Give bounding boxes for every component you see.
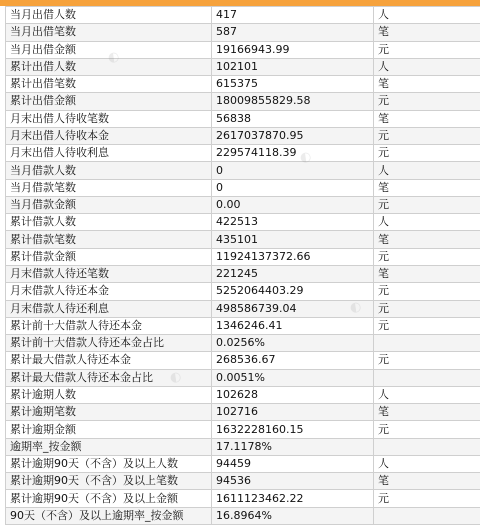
row-label-cell: 累计逾期90天（不含）及以上人数 [6, 455, 212, 472]
table-row [6, 248, 480, 265]
table-row [6, 76, 480, 93]
row-label-cell: 累计逾期人数 [6, 386, 212, 403]
row-unit-cell: 元 [374, 248, 480, 265]
row-label-cell: 当月借款人数 [6, 162, 212, 179]
row-label-cell: 累计逾期90天（不含）及以上金额 [6, 490, 212, 507]
table-row [6, 93, 480, 110]
row-unit-cell: 元 [374, 283, 480, 300]
row-unit-cell: 笔 [374, 24, 480, 41]
row-unit-cell: 人 [374, 386, 480, 403]
row-unit-cell: 人 [374, 58, 480, 75]
row-label-cell: 月末借款人待还笔数 [6, 265, 212, 282]
table-row [6, 455, 480, 472]
table-row [6, 490, 480, 507]
row-label-cell: 月末出借人待收笔数 [6, 110, 212, 127]
row-label-cell: 累计借款金额 [6, 248, 212, 265]
row-value-cell: 2617037870.95 [212, 127, 374, 144]
row-value-cell: 615375 [212, 76, 374, 93]
row-label-cell: 月末借款人待还本金 [6, 283, 212, 300]
table-row [6, 300, 480, 317]
row-value-cell: 422513 [212, 214, 374, 231]
row-value-cell: 417 [212, 7, 374, 24]
row-unit-cell: 笔 [374, 110, 480, 127]
row-label-cell: 当月出借人数 [6, 7, 212, 24]
row-label-cell: 当月借款笔数 [6, 179, 212, 196]
table-row [6, 283, 480, 300]
row-unit-cell: 元 [374, 317, 480, 334]
row-value-cell: 102101 [212, 58, 374, 75]
row-label-cell: 逾期率_按金额 [6, 438, 212, 455]
table-row [6, 110, 480, 127]
table-row [6, 179, 480, 196]
row-unit-cell [374, 369, 480, 386]
row-value-cell: 16.8964% [212, 507, 374, 524]
table-row [6, 7, 480, 24]
table-row [6, 58, 480, 75]
row-value-cell: 11924137372.66 [212, 248, 374, 265]
table-row [6, 214, 480, 231]
row-unit-cell: 元 [374, 196, 480, 213]
row-value-cell: 1611123462.22 [212, 490, 374, 507]
table-row [6, 24, 480, 41]
row-unit-cell: 笔 [374, 76, 480, 93]
row-value-cell: 0.0256% [212, 335, 374, 352]
row-unit-cell: 笔 [374, 231, 480, 248]
row-unit-cell: 人 [374, 162, 480, 179]
row-unit-cell: 元 [374, 127, 480, 144]
row-unit-cell: 笔 [374, 473, 480, 490]
table-row [6, 473, 480, 490]
row-unit-cell: 笔 [374, 179, 480, 196]
row-value-cell: 17.1178% [212, 438, 374, 455]
row-label-cell: 90天（不含）及以上逾期率_按金额 [6, 507, 212, 524]
row-unit-cell: 元 [374, 421, 480, 438]
row-label-cell: 累计借款人数 [6, 214, 212, 231]
row-label-cell: 当月出借金额 [6, 41, 212, 58]
row-label-cell: 当月借款金额 [6, 196, 212, 213]
table-row [6, 145, 480, 162]
table-row [6, 352, 480, 369]
row-unit-cell [374, 335, 480, 352]
table-row [6, 317, 480, 334]
row-label-cell: 月末出借人待收本金 [6, 127, 212, 144]
row-label-cell: 累计前十大借款人待还本金占比 [6, 335, 212, 352]
row-value-cell: 435101 [212, 231, 374, 248]
row-value-cell: 0.0051% [212, 369, 374, 386]
row-label-cell: 累计最大借款人待还本金 [6, 352, 212, 369]
table-row [6, 265, 480, 282]
row-value-cell: 1346246.41 [212, 317, 374, 334]
row-unit-cell: 元 [374, 490, 480, 507]
row-value-cell: 587 [212, 24, 374, 41]
row-label-cell: 累计借款笔数 [6, 231, 212, 248]
row-unit-cell: 人 [374, 7, 480, 24]
row-value-cell: 229574118.39 [212, 145, 374, 162]
table-row [6, 231, 480, 248]
row-unit-cell: 人 [374, 455, 480, 472]
row-unit-cell: 元 [374, 41, 480, 58]
row-value-cell: 102628 [212, 386, 374, 403]
row-value-cell: 498586739.04 [212, 300, 374, 317]
row-value-cell: 94459 [212, 455, 374, 472]
row-value-cell: 56838 [212, 110, 374, 127]
table-row [6, 127, 480, 144]
table-row [6, 196, 480, 213]
row-label-cell: 累计逾期笔数 [6, 404, 212, 421]
row-label-cell: 累计出借金额 [6, 93, 212, 110]
table-row [6, 369, 480, 386]
row-label-cell: 累计出借人数 [6, 58, 212, 75]
row-unit-cell: 笔 [374, 265, 480, 282]
row-unit-cell: 元 [374, 93, 480, 110]
platform-stats-table [5, 6, 480, 525]
row-label-cell: 累计前十大借款人待还本金 [6, 317, 212, 334]
table-row [6, 438, 480, 455]
row-value-cell: 102716 [212, 404, 374, 421]
row-value-cell: 221245 [212, 265, 374, 282]
row-value-cell: 268536.67 [212, 352, 374, 369]
row-value-cell: 0 [212, 179, 374, 196]
table-row [6, 404, 480, 421]
table-row [6, 162, 480, 179]
row-label-cell: 累计逾期90天（不含）及以上笔数 [6, 473, 212, 490]
row-unit-cell: 元 [374, 352, 480, 369]
row-value-cell: 0 [212, 162, 374, 179]
row-label-cell: 月末借款人待还利息 [6, 300, 212, 317]
row-value-cell: 5252064403.29 [212, 283, 374, 300]
row-value-cell: 1632228160.15 [212, 421, 374, 438]
table-row [6, 41, 480, 58]
table-row [6, 335, 480, 352]
row-value-cell: 0.00 [212, 196, 374, 213]
row-label-cell: 累计最大借款人待还本金占比 [6, 369, 212, 386]
row-unit-cell: 元 [374, 300, 480, 317]
row-unit-cell [374, 438, 480, 455]
table-row [6, 386, 480, 403]
row-unit-cell: 元 [374, 145, 480, 162]
row-unit-cell [374, 507, 480, 524]
row-unit-cell: 笔 [374, 404, 480, 421]
row-value-cell: 18009855829.58 [212, 93, 374, 110]
row-label-cell: 累计出借笔数 [6, 76, 212, 93]
table-row [6, 507, 480, 524]
table-row [6, 421, 480, 438]
row-label-cell: 月末出借人待收利息 [6, 145, 212, 162]
row-value-cell: 19166943.99 [212, 41, 374, 58]
row-label-cell: 累计逾期金额 [6, 421, 212, 438]
row-label-cell: 当月出借笔数 [6, 24, 212, 41]
row-value-cell: 94536 [212, 473, 374, 490]
row-unit-cell: 人 [374, 214, 480, 231]
